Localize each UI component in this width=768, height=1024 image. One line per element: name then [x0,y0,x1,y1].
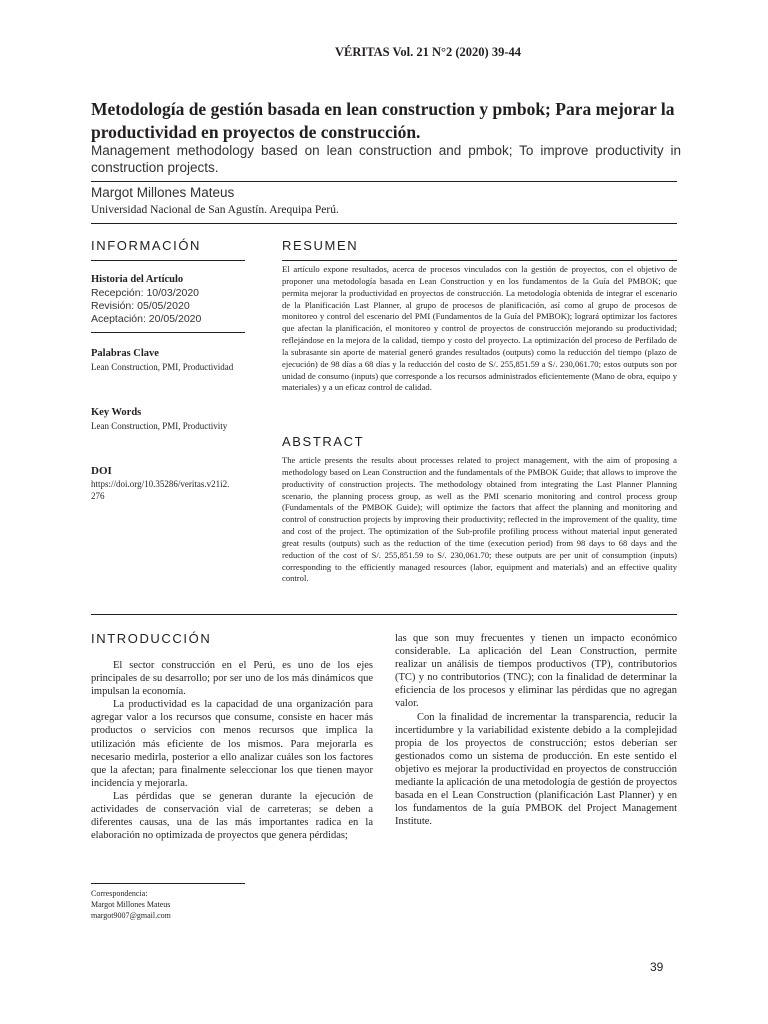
author-affiliation: Universidad Nacional de San Agustín. Arequipa Perú. [91,204,339,216]
author-name: Margot Millones Mateus [91,185,235,200]
history-title: Historia del Artículo [91,274,184,285]
footnote-name: Margot Millones Mateus [91,900,171,909]
date-accepted: Aceptación: 20/05/2020 [91,313,202,325]
intro-continuation: las que son muy frecuentes y tienen un impacto económico considerable. La aplicación del Lean Construction, permite realizar un análisis de tiempos productivos (TP), contributorios (TC) y no contributorios (TNC); con la finalidad de determinar la eficiencia de los procesos y eliminar las pérdidas que no agregan valor. [395,633,677,710]
intro-paragraph-4: Con la finalidad de incrementar la transparencia, reducir la incertidumbre y la variabilidad existente debido a la complejidad propia de los proyectos de construcción; estos deberían ser gestionados como un sistema de producción. En este sentido el objetivo es mejorar la productividad en proyectos de construcción mediante la aplicación de una metodología de gestión de proyectos basada en el Lean Construction (planificación Last Planner) y en los fundamentos de la guía PMBOK del Project Management Institute. [395,711,677,828]
doi-link[interactable]: https://doi.org/10.35286/veritas.v21i2.276 [91,479,230,501]
rule-resumen [282,260,677,261]
intro-paragraph-1: El sector construcción en el Perú, es uno de los ejes principales de su desarrollo; por ser uno de los más dinámicos que impulsan la economía. [91,660,373,698]
resumen-heading: RESUMEN [282,238,359,253]
correspondence-footnote [91,888,171,921]
article-title-spanish: Metodología de gestión basada en lean construction y pmbok; Para mejorar la productividad en proyectos de construcción. [91,99,675,142]
date-received: Recepción: 10/03/2020 [91,287,199,299]
intro-paragraph-2: La productividad es la capacidad de una organización para agregar valor a los recursos que consume, consiste en hacer más productos o servicios con menos recursos que implica la utilización más eficiente de los mismos. Para mejorarla es necesario medirla, posterior a ello analizar cuáles son los factores que la afectan; para finalmente seleccionar los que tienen mayor incidencia y mejorarla. [91,699,373,789]
doi-title: DOI [91,465,112,477]
page-number: 39 [650,960,664,974]
keywords-es: Lean Construction, PMI, Productividad [91,362,234,372]
footnote-email[interactable]: margot9007@gmail.com [91,911,171,920]
rule-footnote [91,883,245,884]
info-heading: INFORMACIÓN [91,238,202,253]
article-title-english: Management methodology based on lean construction and pmbok; To improve productivity in construction projects. [91,143,681,175]
resumen-text: El artículo expone resultados, acerca de procesos vinculados con la gestión de proyectos, con el objetivo de proponer una metodología basada en Lean Construction y en los fundamentos de la Guía del PMBOK; que permita mejorar la productividad en proyectos de construcción. La metodología obtenida de integrar el escenario de la Planificación Last Planner, al grupo de procesos de planificación, así como al grupo de procesos de monitoreo y control del escenario del PMI (Fundamentos de la Guía del PMBOK); logrará optimizar los factores que afectan la planificación, el monitoreo y control de proyectos de construcción mejorando su productividad; reflejándose en la mejora de la calidad, tiempo y costo del proyecto. La optimización del proceso de Perfilado de la subrasante sin aporte de material generó grandes resultados (outputs) como la reducción del tiempo (plazo de ejecución) de 98 días a 68 días y la reducción del costo de S/. 255,851.59 a S/. 230,061.70; estos outputs son por unidad de consumo (inputs) que corresponde a los recursos administrados eficientemente (Mano de obra, equipo y materiales) y a un eficaz control de calidad. [282,264,677,393]
abstract-text: The article presents the results about processes related to project management, with the aim of proposing a methodology based on Lean Construction and the fundamentals of the PMBOK Guide; that allows to improve the productivity of construction projects. The methodology obtained from integrating the Last Planner Planning scenario, the planning process group, as well as the PMI scenario monitoring and control process group (Fundamentals of the PMBOK Guide); will optimize the factors that affect the planning and monitoring and control of construction projects by improving their productivity; reflected in the improvement of the quality, time and cost of the project. The optimization of the Sub-profile profiling process without material input generated great results (outputs) such as the reduction of the time (execution period) from 98 days to 68 days and the reduction of the cost of S/. 255,851.59 to S/. 230,061.70; these outputs are per unit of consumption (inputs) corresponding to the efficiently managed resources (labor, equipment and materials) and an effective quality control. [282,455,677,584]
keywords-en-title: Key Words [91,407,142,418]
rule-history [91,332,245,333]
rule-info [91,260,245,261]
journal-header: VÉRITAS Vol. 21 N°2 (2020) 39-44 [334,45,522,59]
keywords-en: Lean Construction, PMI, Productivity [91,421,228,431]
footnote-label: Correspondencia: [91,889,148,898]
rule-author [91,223,677,224]
abstract-heading: ABSTRACT [282,434,365,449]
keywords-es-title: Palabras Clave [91,348,159,359]
rule-body [91,614,677,615]
date-revised: Revisión: 05/05/2020 [91,300,190,312]
rule-top [91,181,677,182]
intro-paragraph-3: Las pérdidas que se generan durante la ejecución de actividades de conservación vial de carreteras; se deben a diferentes causas, una de las más importantes radica en la elaboración no optimizada de proyectos que genera pérdidas; [91,790,373,842]
intro-heading: INTRODUCCIÓN [91,631,212,646]
intro-left-column [91,659,373,842]
intro-right-column [395,632,677,828]
